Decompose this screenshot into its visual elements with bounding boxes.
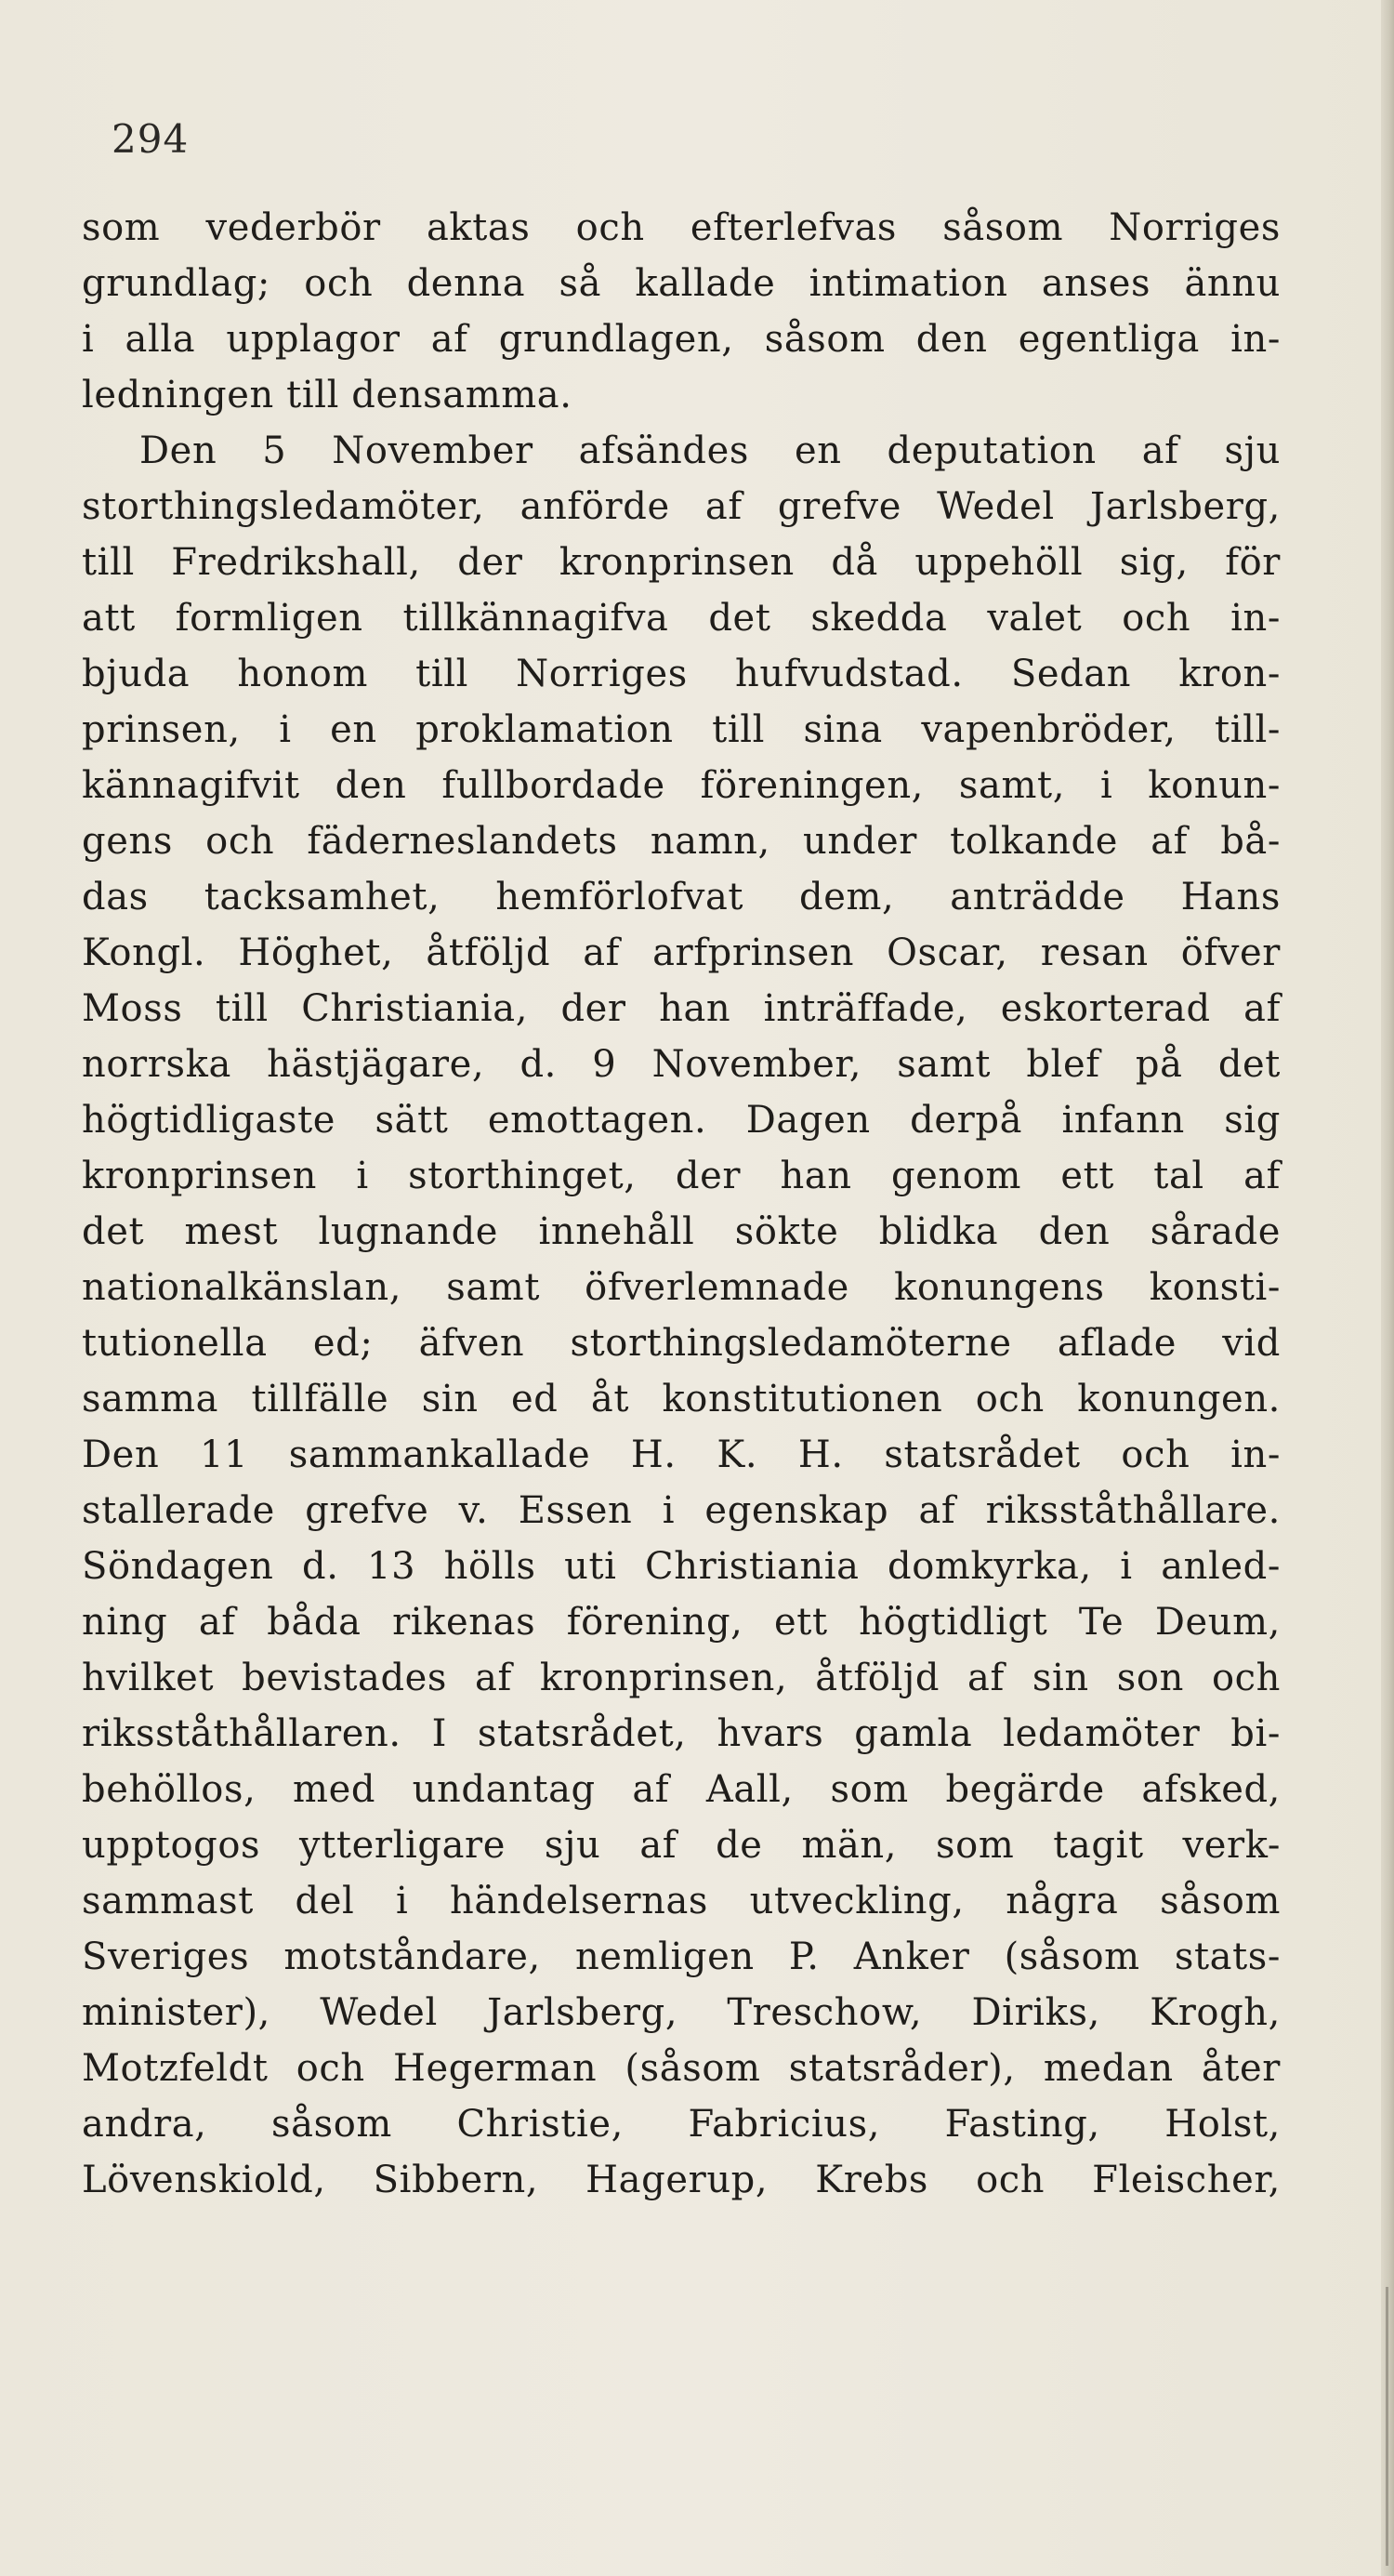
body-text	[82, 200, 1281, 2208]
text-line: gens och fäderneslandets namn, under tolkande af bå-	[82, 820, 1281, 863]
text-line: bjuda honom till Norriges hufvudstad. Sedan kron-	[82, 653, 1281, 695]
text-line: ledningen till densamma.	[82, 374, 572, 416]
text-line: som vederbör aktas och efterlefvas såsom Norriges	[82, 206, 1281, 249]
text-line: till Fredrikshall, der kronprinsen då uppehöll sig, för	[82, 541, 1281, 584]
text-line: kronprinsen i storthinget, der han genom ett tal af	[82, 1155, 1281, 1197]
text-line: minister), Wedel Jarlsberg, Treschow, Diriks, Krogh,	[82, 1991, 1281, 2034]
text-line: das tacksamhet, hemförlofvat dem, anträdde Hans	[82, 876, 1281, 918]
text-line: det mest lugnande innehåll sökte blidka den sårade	[82, 1210, 1281, 1253]
text-line: Lövenskiold, Sibbern, Hagerup, Krebs och Fleischer,	[82, 2159, 1281, 2201]
text-line: Sveriges motståndare, nemligen P. Anker (såsom stats-	[82, 1935, 1281, 1978]
text-line: grundlag; och denna så kallade intimation anses ännu	[82, 262, 1281, 305]
text-line: hvilket bevistades af kronprinsen, åtföljd af sin son och	[82, 1657, 1281, 1699]
text-line: ning af båda rikenas förening, ett högtidligt Te Deum,	[82, 1601, 1281, 1644]
text-line: upptogos ytterligare sju af de män, som tagit verk-	[82, 1824, 1281, 1867]
text-line: Den 11 sammankallade H. K. H. statsrådet och in-	[82, 1433, 1281, 1476]
text-line: att formligen tillkännagifva det skedda valet och in-	[82, 597, 1281, 640]
text-line: nationalkänslan, samt öfverlemnade konungens konsti-	[82, 1266, 1281, 1309]
text-line: samma tillfälle sin ed åt konstitutionen och konungen.	[82, 1378, 1281, 1420]
text-line: Kongl. Höghet, åtföljd af arfprinsen Oscar, resan öfver	[82, 931, 1281, 974]
page-number: 294	[112, 116, 190, 162]
text-line: Moss till Christiania, der han inträffade, eskorterad af	[82, 987, 1281, 1030]
text-line: storthingsledamöter, anförde af grefve Wedel Jarlsberg,	[82, 485, 1281, 528]
text-line: Motzfeldt och Hegerman (såsom statsråder), medan åter	[82, 2047, 1281, 2090]
text-line: andra, såsom Christie, Fabricius, Fasting, Holst,	[82, 2103, 1281, 2146]
text-line: norrska hästjägare, d. 9 November, samt blef på det	[82, 1043, 1281, 1086]
text-line: Den 5 November afsändes en deputation af sju	[139, 429, 1281, 472]
text-line: behöllos, med undantag af Aall, som begärde afsked,	[82, 1768, 1281, 1811]
text-line: sammast del i händelsernas utveckling, några såsom	[82, 1880, 1281, 1922]
page-edge	[1381, 0, 1394, 2576]
binding-mark	[1386, 2287, 1388, 2566]
text-line: kännagifvit den fullbordade föreningen, samt, i konun-	[82, 764, 1281, 807]
text-line: tutionella ed; äfven storthingsledamöterne aflade vid	[82, 1322, 1281, 1365]
text-line: högtidligaste sätt emottagen. Dagen derpå infann sig	[82, 1099, 1281, 1142]
text-line: prinsen, i en proklamation till sina vapenbröder, till-	[82, 708, 1281, 751]
text-line: riksståthållaren. I statsrådet, hvars gamla ledamöter bi-	[82, 1712, 1281, 1755]
text-line: Söndagen d. 13 hölls uti Christiania domkyrka, i anled-	[82, 1545, 1281, 1588]
text-line: stallerade grefve v. Essen i egenskap af riksståthållare.	[82, 1489, 1281, 1532]
text-line: i alla upplagor af grundlagen, såsom den egentliga in-	[82, 318, 1281, 361]
